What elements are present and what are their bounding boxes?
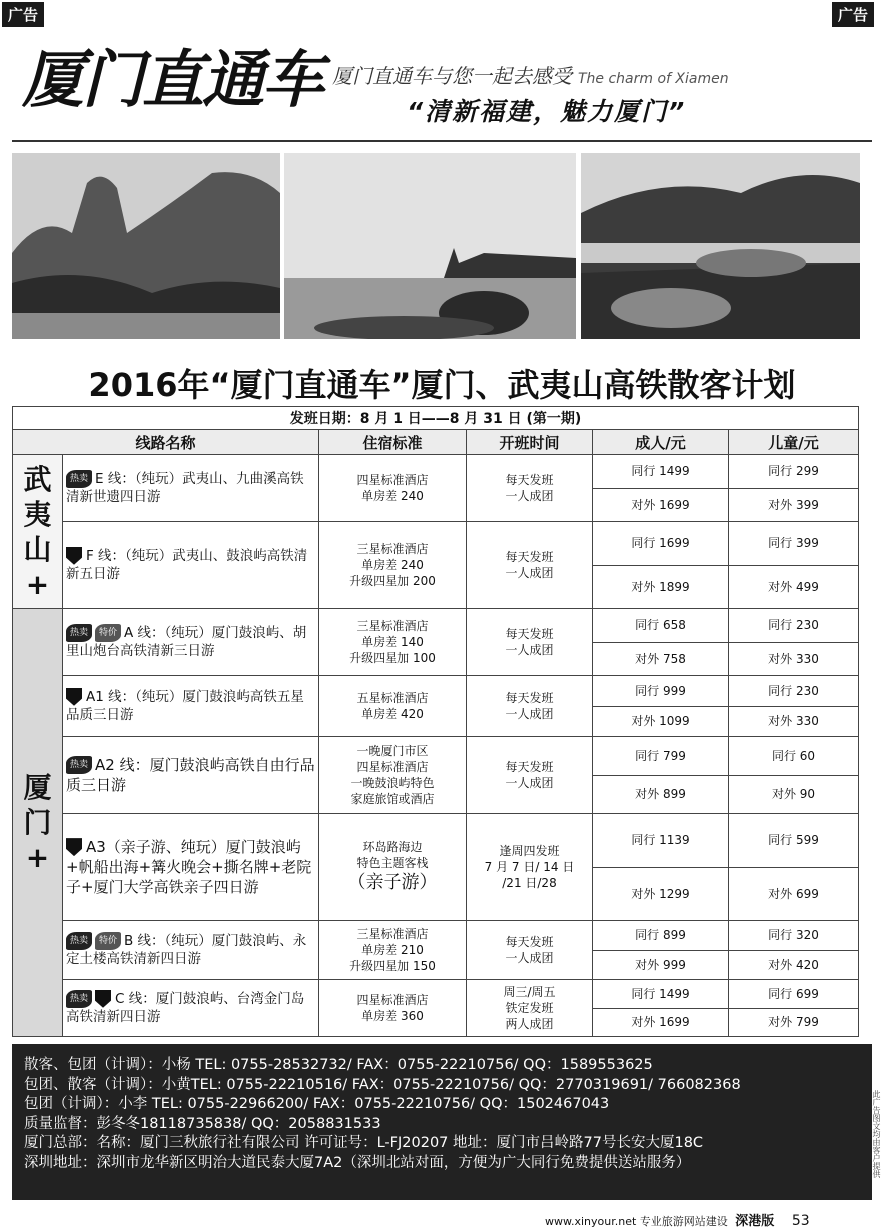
adult-public-price: 对外 899 bbox=[593, 775, 729, 814]
route-name bbox=[63, 609, 319, 676]
region-label: 武 夷 山 + bbox=[13, 455, 63, 609]
hotel-line: 单房差 210 bbox=[361, 942, 424, 957]
schedule-line: 每天发班 bbox=[505, 626, 554, 641]
schedule-line: 一人成团 bbox=[505, 489, 554, 503]
hotel-line: 三星标准酒店 bbox=[356, 926, 429, 941]
child-peer-price: 同行 230 bbox=[729, 609, 859, 643]
schedule-line: 两人成团 bbox=[505, 1017, 554, 1032]
child-public-price: 对外 699 bbox=[729, 867, 859, 921]
hotel-standard bbox=[319, 609, 467, 676]
hot-badge-icon: 热卖 bbox=[66, 756, 92, 774]
table-header bbox=[13, 430, 859, 455]
schedule bbox=[467, 921, 593, 980]
quality-shield-icon bbox=[95, 990, 111, 1008]
hotel-line: 三星标准酒店 bbox=[356, 541, 429, 556]
hotel-line: 环岛路海边 bbox=[362, 839, 423, 854]
photo-tulou bbox=[581, 153, 860, 339]
child-public-price: 对外 420 bbox=[729, 950, 859, 980]
child-peer-price: 同行 60 bbox=[729, 737, 859, 776]
website: www.xinyour.net 专业旅游网站建设 bbox=[545, 1215, 728, 1228]
child-public-price: 对外 399 bbox=[729, 488, 859, 522]
route-name bbox=[63, 522, 319, 609]
slogan bbox=[332, 60, 729, 89]
route-title: A1 线：（纯玩）厦门鼓浪屿高铁五星品质三日游 bbox=[66, 688, 304, 723]
hotel-line: （亲子游） bbox=[347, 872, 438, 894]
page-title: 2016年“厦门直通车”厦门、武夷山高铁散客计划 bbox=[88, 366, 796, 404]
route-name bbox=[63, 676, 319, 737]
schedule-line: 一人成团 bbox=[505, 566, 554, 580]
schedule-line: 每天发班 bbox=[505, 472, 554, 487]
hotel-line: 三星标准酒店 bbox=[356, 618, 429, 633]
hotel-line: 单房差 420 bbox=[361, 707, 424, 721]
schedule bbox=[467, 814, 593, 921]
quality-shield-icon bbox=[66, 838, 82, 856]
table-row bbox=[13, 455, 859, 489]
schedule-line: 周三/周五 bbox=[503, 984, 556, 999]
child-public-price: 对外 330 bbox=[729, 706, 859, 737]
hotel-line: 单房差 240 bbox=[361, 489, 424, 503]
hotel-line: 单房差 240 bbox=[361, 557, 424, 572]
special-badge-icon: 特价 bbox=[95, 624, 121, 642]
hotel-standard bbox=[319, 522, 467, 609]
adult-peer-price: 同行 999 bbox=[593, 676, 729, 707]
edition-label: 深港版 bbox=[735, 1214, 775, 1229]
child-public-price: 对外 90 bbox=[729, 775, 859, 814]
quality-shield-icon bbox=[66, 547, 82, 565]
hotel-standard bbox=[319, 980, 467, 1037]
hotel-line: 单房差 360 bbox=[361, 1009, 424, 1023]
schedule-line: /21 日/28 bbox=[502, 876, 557, 891]
hotel-standard bbox=[319, 455, 467, 522]
hotel-line: 升级四星加 150 bbox=[349, 959, 436, 974]
ad-label-left: 广告 bbox=[2, 2, 44, 27]
hotel-line: 一晚厦门市区 bbox=[356, 743, 429, 758]
contact-line: 包团（计调）：小李 TEL: 0755-22966200/ FAX：0755-22210756/ QQ：1502467043 bbox=[24, 1096, 610, 1112]
slogan-cn: 厦门直通车与您一起去感受 bbox=[332, 64, 572, 88]
adult-peer-price: 同行 658 bbox=[593, 609, 729, 643]
hotel-standard bbox=[319, 814, 467, 921]
contact-line: 散客、包团（计调）：小杨 TEL: 0755-28532732/ FAX：0755-22210756/ QQ：1589553625 bbox=[24, 1057, 653, 1073]
hot-badge-icon: 热卖 bbox=[66, 932, 92, 950]
table-row bbox=[13, 980, 859, 1009]
hotel-line: 单房差 140 bbox=[361, 634, 424, 649]
route-name bbox=[63, 455, 319, 522]
region-label: 厦 门 + bbox=[13, 609, 63, 1037]
hotel-line: 四星标准酒店 bbox=[356, 992, 429, 1007]
column-header: 开班时间 bbox=[467, 430, 593, 455]
adult-public-price: 对外 758 bbox=[593, 642, 729, 676]
hotel-line: 四星标准酒店 bbox=[356, 759, 429, 774]
route-title: F 线：（纯玩）武夷山、鼓浪屿高铁清新五日游 bbox=[66, 547, 308, 582]
contact-line: 深圳地址：深圳市龙华新区明治大道民泰大厦7A2（深圳北站对面，方便为广大同行免费提供送站服务） bbox=[24, 1154, 691, 1171]
adult-peer-price: 同行 899 bbox=[593, 921, 729, 951]
photo-gulangyu-sea bbox=[284, 153, 576, 339]
tagline: “清新福建，魅力厦门” bbox=[407, 97, 687, 126]
hotel-line: 四星标准酒店 bbox=[356, 472, 429, 487]
child-peer-price: 同行 320 bbox=[729, 921, 859, 951]
schedule bbox=[467, 676, 593, 737]
schedule bbox=[467, 737, 593, 814]
schedule bbox=[467, 522, 593, 609]
hotel-line: 一晚鼓浪屿特色 bbox=[350, 776, 435, 790]
hotel-line: 五星标准酒店 bbox=[356, 690, 429, 705]
hotel-line: 升级四星加 100 bbox=[349, 651, 436, 666]
adult-peer-price: 同行 1499 bbox=[593, 455, 729, 489]
photo-wuyi-mountain bbox=[12, 153, 280, 339]
adult-public-price: 对外 1899 bbox=[593, 565, 729, 609]
schedule-line: 每天发班 bbox=[505, 690, 554, 705]
schedule-line: 每天发班 bbox=[505, 549, 554, 564]
adult-public-price: 对外 1299 bbox=[593, 867, 729, 921]
brand-logo: 厦门直通车 bbox=[22, 43, 323, 116]
route-title: E 线：（纯玩）武夷山、九曲溪高铁清新世遗四日游 bbox=[66, 470, 304, 505]
child-peer-price: 同行 299 bbox=[729, 455, 859, 489]
schedule-line: 7 月 7 日/ 14 日 bbox=[484, 859, 575, 874]
column-header: 线路名称 bbox=[13, 430, 319, 455]
hot-badge-icon: 热卖 bbox=[66, 990, 92, 1008]
route-name bbox=[63, 737, 319, 814]
column-header: 成人/元 bbox=[593, 430, 729, 455]
adult-public-price: 对外 999 bbox=[593, 950, 729, 980]
child-peer-price: 同行 399 bbox=[729, 522, 859, 566]
schedule bbox=[467, 980, 593, 1037]
route-name bbox=[63, 980, 319, 1037]
hotel-standard bbox=[319, 737, 467, 814]
contact-line: 质量监督：彭冬冬18118735838/ QQ：2058831533 bbox=[24, 1115, 381, 1132]
adult-peer-price: 同行 1139 bbox=[593, 814, 729, 868]
page-footer bbox=[545, 1210, 810, 1229]
schedule-line: 每天发班 bbox=[505, 759, 554, 774]
ad-label-right: 广告 bbox=[832, 2, 874, 27]
route-title: B 线：（纯玩）厦门鼓浪屿、永定土楼高铁清新四日游 bbox=[66, 932, 307, 967]
adult-peer-price: 同行 1499 bbox=[593, 980, 729, 1009]
contact-footer bbox=[12, 1044, 872, 1200]
child-peer-price: 同行 230 bbox=[729, 676, 859, 707]
adult-public-price: 对外 1699 bbox=[593, 488, 729, 522]
table-row bbox=[13, 814, 859, 868]
table-row bbox=[13, 609, 859, 643]
hotel-line: 升级四星加 200 bbox=[349, 574, 436, 589]
schedule-line: 一人成团 bbox=[505, 776, 554, 790]
child-public-price: 对外 799 bbox=[729, 1008, 859, 1037]
hotel-standard bbox=[319, 676, 467, 737]
contact-line: 厦门总部：名称：厦门三秋旅行社有限公司 许可证号：L-FJ20207 地址：厦门市吕岭路77号长安大厦18C bbox=[24, 1135, 704, 1151]
adult-peer-price: 同行 1699 bbox=[593, 522, 729, 566]
banner bbox=[12, 22, 872, 142]
adult-public-price: 对外 1099 bbox=[593, 706, 729, 737]
route-title: A2 线：厦门鼓浪屿高铁自由行品质三日游 bbox=[66, 755, 315, 794]
route-title: A 线：（纯玩）厦门鼓浪屿、胡里山炮台高铁清新三日游 bbox=[66, 624, 307, 659]
schedule-line: 一人成团 bbox=[505, 951, 554, 965]
route-name bbox=[63, 814, 319, 921]
adult-public-price: 对外 1699 bbox=[593, 1008, 729, 1037]
tour-plan-table bbox=[12, 406, 859, 1037]
contact-line: 包团、散客（计调）：小黄TEL: 0755-22210516/ FAX：0755-22210756/ QQ：2770319691/ 766082368 bbox=[24, 1076, 741, 1093]
route-title: C 线：厦门鼓浪屿、台湾金门岛高铁清新四日游 bbox=[66, 990, 305, 1025]
quality-shield-icon bbox=[66, 688, 82, 706]
child-public-price: 对外 330 bbox=[729, 642, 859, 676]
child-public-price: 对外 499 bbox=[729, 565, 859, 609]
table-row bbox=[13, 737, 859, 776]
schedule-line: 一人成团 bbox=[505, 643, 554, 657]
schedule bbox=[467, 609, 593, 676]
period-row: 发班日期：8 月 1 日——8 月 31 日 (第一期) bbox=[13, 407, 859, 430]
schedule-line: 逢周四发班 bbox=[499, 843, 560, 858]
side-note: 此广告图文均由客户提供 bbox=[872, 1090, 881, 1178]
child-peer-price: 同行 699 bbox=[729, 980, 859, 1009]
schedule-line: 铁定发班 bbox=[505, 1000, 554, 1015]
column-header: 儿童/元 bbox=[729, 430, 859, 455]
route-name bbox=[63, 921, 319, 980]
hot-badge-icon: 热卖 bbox=[66, 624, 92, 642]
hot-badge-icon: 热卖 bbox=[66, 470, 92, 488]
child-peer-price: 同行 599 bbox=[729, 814, 859, 868]
hotel-standard bbox=[319, 921, 467, 980]
table-row bbox=[13, 921, 859, 951]
schedule-line: 每天发班 bbox=[505, 934, 554, 949]
table-row bbox=[13, 522, 859, 566]
special-badge-icon: 特价 bbox=[95, 932, 121, 950]
table-row bbox=[13, 676, 859, 707]
adult-peer-price: 同行 799 bbox=[593, 737, 729, 776]
hotel-line: 家庭旅馆或酒店 bbox=[350, 792, 435, 807]
hotel-line: 特色主题客栈 bbox=[356, 855, 429, 870]
schedule-line: 一人成团 bbox=[505, 707, 554, 721]
slogan-en: The charm of Xiamen bbox=[578, 71, 729, 87]
page-number: 53 bbox=[791, 1213, 810, 1229]
route-title: A3（亲子游、纯玩）厦门鼓浪屿+帆船出海+篝火晚会+撕名牌+老院子+厦门大学高铁亲子四日游 bbox=[66, 837, 312, 897]
schedule bbox=[467, 455, 593, 522]
column-header: 住宿标准 bbox=[319, 430, 467, 455]
